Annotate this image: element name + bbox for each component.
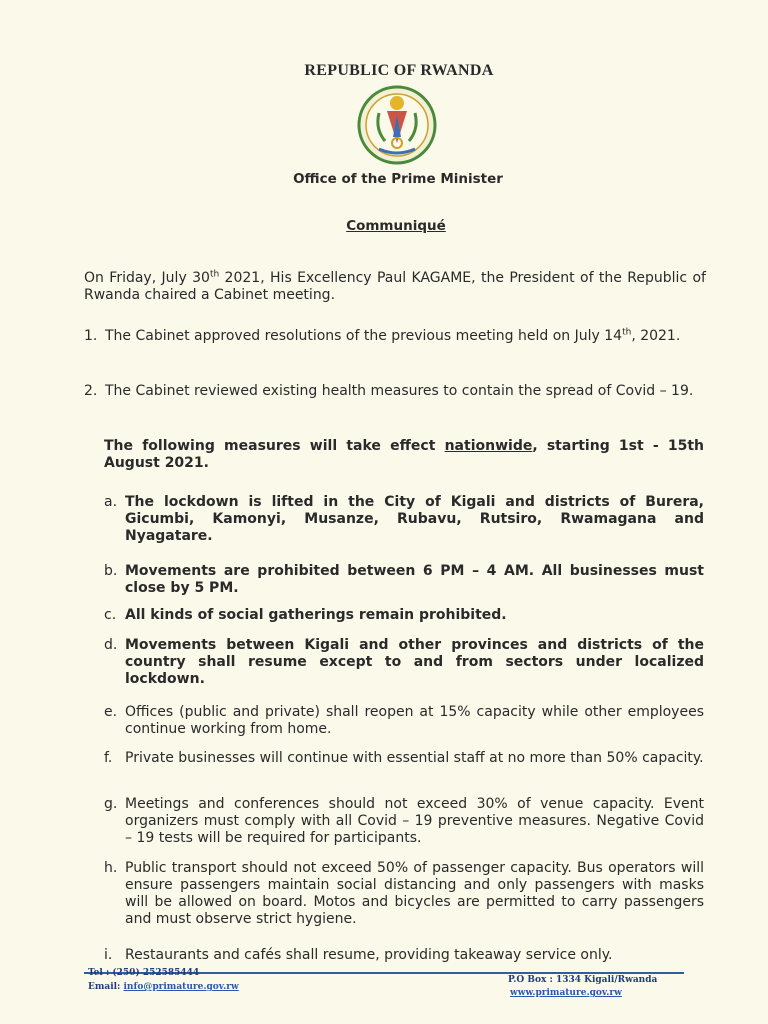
email-link[interactable]: info@primature.gov.rw bbox=[123, 982, 239, 992]
communique-heading: Communiqué bbox=[346, 218, 446, 234]
footer-telephone: Tel : (250) 252585444 bbox=[88, 968, 200, 978]
footer-website-link[interactable]: www.primature.gov.rw bbox=[510, 988, 622, 998]
document-header-title: REPUBLIC OF RWANDA bbox=[304, 62, 494, 79]
footer-po-box: P.O Box : 1334 Kigali/Rwanda bbox=[508, 975, 658, 985]
footer-email: Email: info@primature.gov.rw bbox=[88, 982, 239, 992]
measures-intro: The following measures will take effect nationwide, starting 1st - 15th August 2021. bbox=[104, 438, 705, 471]
document-page: REPUBLIC OF RWANDA Office of the Prime Minister Communiqué On Friday, July 30th 2021, His Excellency Paul KAGAME, the President of the Republic of Rwanda chaired a Cabinet meeting. 1. The Cabinet approved resolutions of the previous meeting held on July 14th, 2021. 2. The Cabinet reviewed existing health measures to contain the spread of Covid – 19. The following measures will take effect nationwide, starting 1st - 15th August 2021. a. The lockdown is lifted in the City of Kigali and districts of Burera, Gicumbi, Kamonyi, Musanze, Rubavu, Rutsiro, Rwamagana and Nyagatare. b. Movements are prohibited between 6 PM – 4 AM. All businesses must close by 5 PM. c. All kinds of social gatherings remain prohibited. d. Movements between Kigali and other provinces and districts of the country shall resume except to and from sectors under localized lockdown. e. Offices (public and private) shall reopen at 15% capacity while other employees continue working from home. f. Private businesses will continue with essential staff at no more than 50% capacity. g. Meetings and conferences should not exceed 30% of venue capacity. Event organizers must comply with all Covid – 19 preventive measures. Negative Covid – 19 tests will be required for participants. h. Public transport should not exceed 50% of passenger capacity. Bus operators will ensure passengers maintain social distancing and only passengers with masks will be allowed on board. Motos and bicycles are permitted to carry passengers and must observe strict hygiene. i. Restaurants and cafés shall resume, providing takeaway service only. Tel : (250) 252585444 Email: info@primature.gov.rw P.O Box : 1334 Kigali/Rwanda www.primature.gov.rw bbox=[0, 0, 768, 1024]
rwanda-coat-of-arms-seal bbox=[357, 85, 437, 165]
intro-paragraph: On Friday, July 30th 2021, His Excellency Paul KAGAME, the President of the Republic of Rwanda chaired a Cabinet meeting. bbox=[84, 269, 706, 303]
office-title: Office of the Prime Minister bbox=[293, 171, 503, 187]
